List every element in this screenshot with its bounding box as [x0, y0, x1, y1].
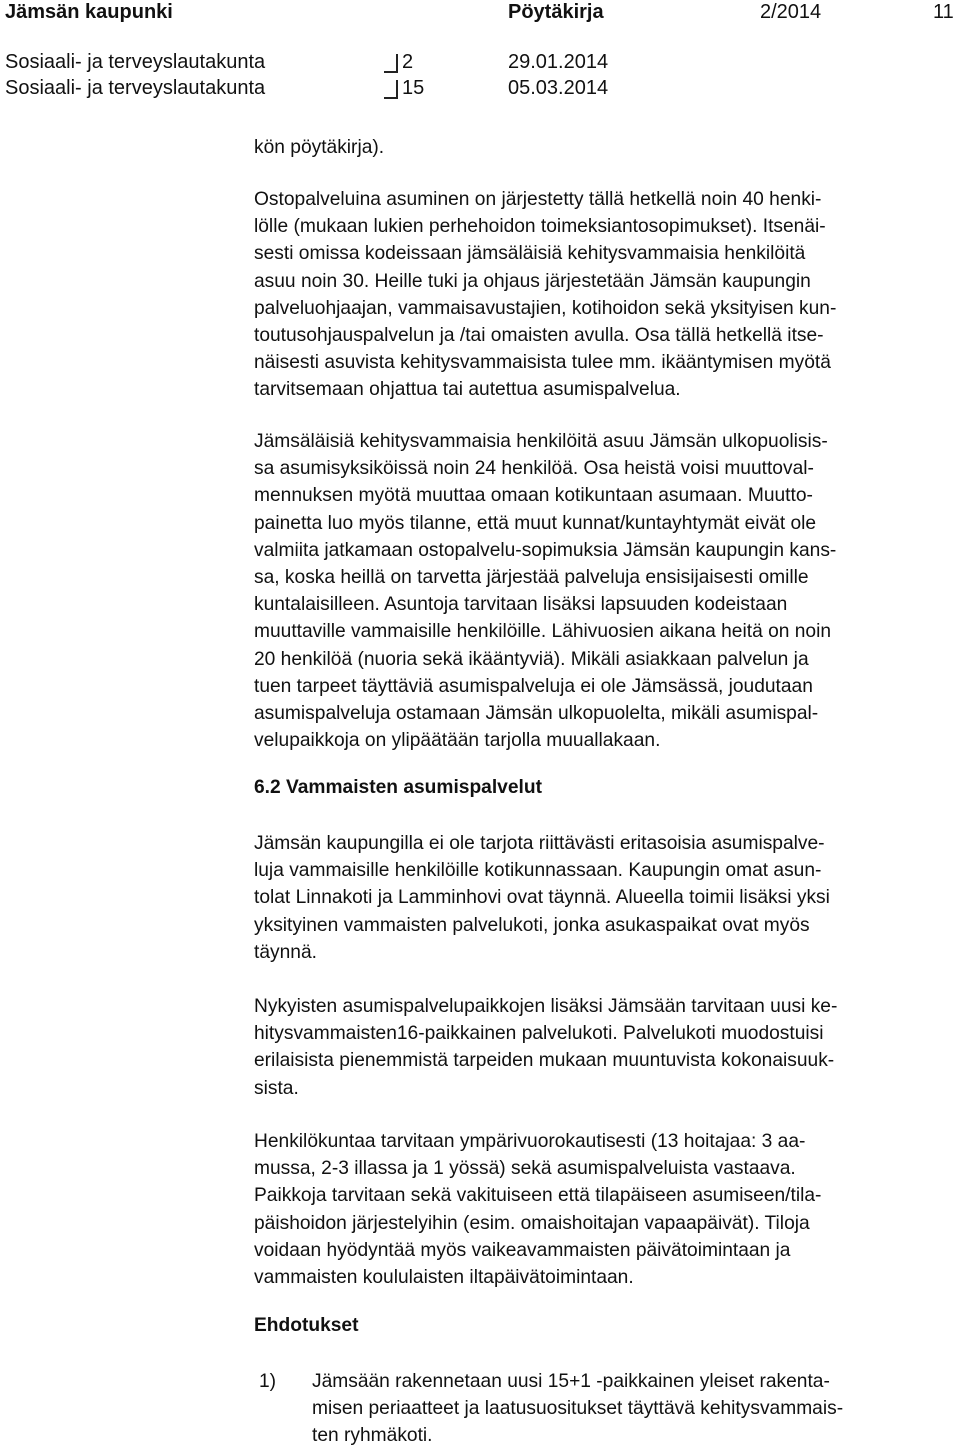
issue-number: 2/2014 — [760, 1, 822, 23]
page-number: 11 — [933, 1, 954, 23]
meeting-date: 05.03.2014 — [508, 77, 609, 99]
page-header — [0, 0, 960, 26]
proposals-heading: Ehdotukset — [254, 1315, 359, 1336]
paragraph: Henkilökuntaa tarvitaan ympärivuorokautisesti (13 hoitajaa: 3 aa- mussa, 2-3 illassa ja 1 yössä) sekä asumispalveluista vastaava. Paikkoja tarvitaan sekä vakituiseen että tilapäiseen asumiseen/tila- päishoidon järjestelyihin (esim. omaishoitajan vapaapäivät). Tiloja voidaan hyödyntää myös vaikeavammaisten päivätoimintaan ja vammaisten koululaisten iltapäivätoimintaan. — [254, 1131, 822, 1289]
meeting-date: 29.01.2014 — [508, 51, 609, 73]
proposal-number: 1) — [259, 1371, 277, 1392]
paragraph: Nykyisten asumispalvelupaikkojen lisäksi Jämsään tarvitaan uusi ke- hitysvammaisten16-paikkainen palvelukoti. Palvelukoti muodostuisi erilaisista pienemmistä tarpeiden mukaan muuntuvista kokonaisuuk- sista. — [254, 996, 838, 1099]
section-heading: 6.2 Vammaisten asumispalvelut — [254, 777, 542, 798]
meeting-row — [0, 77, 960, 103]
paragraph: Jämsän kaupungilla ei ole tarjota riittävästi eritasoisia asumispalve- luja vammaisille henkilöille kotikunnassaan. Kaupungin omat asun- tolat Linnakoti ja Lamminhovi ovat täynnä. Alueella toimii lisäksi yksi yksityinen vammaisten palvelukoti, jonka asukaspaikat ovat myös täynnä. — [254, 833, 830, 963]
section-mark — [384, 80, 398, 99]
body-paragraph — [254, 186, 954, 404]
paragraph: Jämsäläisiä kehitysvammaisia henkilöitä asuu Jämsän ulkopuolisis- sa asumisyksiköissä noin 24 henkilöä. Osa heistä voisi muuttoval- mennuksen myötä muuttaa omaan kotikuntaan asumaan. Muutto- painetta luo myös tilanne, että muut kunnat/kuntayhtymät eivät ole valmiita jatkamaan ostopalvelu-sopimuksia Jämsän kaupungin kans- sa, koska heillä on tarvetta järjestää palveluja ensisijaisesti omille kuntalaisilleen. Asuntoja tarvitaan lisäksi lapsuuden kodeistaan muuttaville vammaisille henkilöille. Lähivuosien aikana heitä on noin 20 henkilöä (nuoria sekä ikääntyviä). Mikäli asiakkaan palvelun ja tuen tarpeet täyttäviä asumispalveluja ei ole Jämsässä, joudutaan asumispalveluja ostamaan Jämsän ulkopuolelta, mikäli asumispal- velupaikkoja on ylipäätään tarjolla muuallakaan. — [254, 431, 837, 752]
meeting-row — [0, 51, 960, 77]
section-mark — [384, 54, 398, 73]
paragraph: Ostopalveluina asuminen on järjestetty tällä hetkellä noin 40 henki- lölle (mukaan lukien perhehoidon toimeksiantosopimukset). Itsenäi- sesti omissa kodeissaan jämsäläisiä kehitysvammaisia henkilöitä asuu noin 30. Heille tuki ja ohjaus järjestetään Jämsän kaupungin palveluohjaajan, vammaisavustajien, kotihoidon sekä yksityisen kun- toutusohjauspalvelun ja /tai omaisten avulla. Osa tällä hetkellä itse- näisesti asuvista kehitysvammaisista tulee mm. ikääntymisen myötä tarvitsemaan ohjattua tai autettua asumispalvelua. — [254, 189, 837, 401]
meeting-board: Sosiaali- ja terveyslautakunta — [5, 51, 266, 73]
meeting-section-number: 2 — [402, 51, 414, 73]
proposal-text: Jämsään rakennetaan uusi 15+1 -paikkainen yleiset rakenta- misen periaatteet ja laatusuositukset täyttävä kehitysvammais- ten ryhmäkoti. — [312, 1371, 844, 1447]
meeting-board: Sosiaali- ja terveyslautakunta — [5, 77, 266, 99]
body-paragraph — [254, 993, 954, 1102]
city-name: Jämsän kaupunki — [5, 1, 173, 23]
body-paragraph — [254, 1128, 954, 1291]
body-paragraph — [254, 428, 954, 754]
text-fragment — [254, 134, 954, 161]
body-paragraph — [254, 830, 954, 966]
paragraph: kön pöytäkirja). — [254, 137, 385, 158]
document-type: Pöytäkirja — [508, 1, 604, 23]
meeting-section-number: 15 — [402, 77, 425, 99]
